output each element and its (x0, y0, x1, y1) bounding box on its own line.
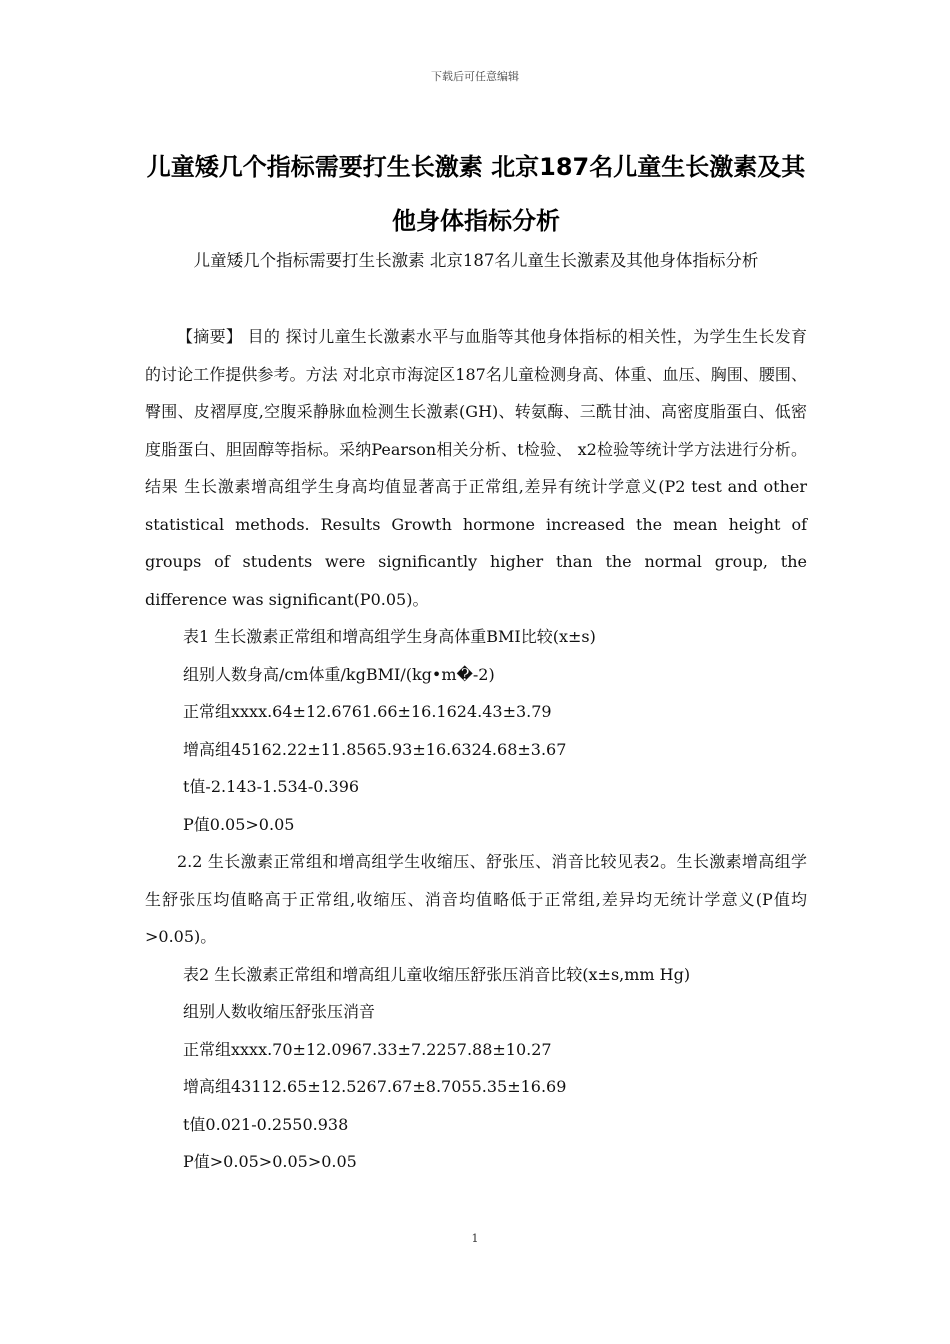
table2-header: 组别人数收缩压舒张压消音 (183, 1002, 376, 1021)
table2-t-value: t值0.021-0.2550.938 (183, 1114, 349, 1134)
header-note: 下载后可任意编辑 (431, 70, 519, 83)
section-2-2-paragraph: 2.2 生长激素正常组和增高组学生收缩压、舒张压、消音比较见表2。生长激素增高组学生舒张压均值略高于正常组,收缩压、消音均值略低于正常组,差异均无统计学意义(P值均>0.05)。 (145, 852, 807, 946)
table1-row-high: 增高组45162.22±11.8565.93±16.6324.68±3.67 (183, 739, 567, 759)
document-body (145, 318, 807, 1181)
table2-row-normal: 正常组xxxx.70±12.0967.33±7.2257.88±10.27 (183, 1039, 552, 1059)
table2-row-high: 增高组43112.65±12.5267.67±8.7055.35±16.69 (183, 1077, 567, 1096)
document-subtitle: 儿童矮几个指标需要打生长激素 北京187名儿童生长激素及其他身体指标分析 (193, 251, 759, 270)
table2-p-value: P值>0.05>0.05>0.05 (183, 1152, 357, 1171)
table2-caption: 表2 生长激素正常组和增高组儿童收缩压舒张压消音比较(x±s,mm Hg) (183, 964, 691, 984)
page-number: 1 (471, 1232, 479, 1245)
document-title: 儿童矮几个指标需要打生长激素 北京187名儿童生长激素及其他身体指标分析 (146, 153, 806, 235)
abstract-paragraph: 【摘要】 目的 探讨儿童生长激素水平与血脂等其他身体指标的相关性，为学生生长发育的讨论工作提供参考。方法 对北京市海淀区187名儿童检测身高、体重、血压、胸围、腰围、臀围、皮褶厚度,空腹采静脉血检测生长激素(GH)、转氨酶、三酰甘油、高密度脂蛋白、低密度脂蛋白、胆固醇等指标。采纳Pearson相关分析、t检验、 x2检验等统计学方法进行分析。结果 生长激素增高组学生身高均值显著高于正常组,差异有统计学意义(P2 test and other statistical methods. Results Growth hormone increased the mean height of groups of students were significantly higher than the normal group, the difference was significant(P0.05)。 (145, 327, 807, 609)
table1-t-value: t值-2.143-1.534-0.396 (183, 777, 360, 796)
table1-p-value: P值0.05>0.05 (183, 814, 295, 834)
table1-header: 组别人数身高/cm体重/kgBMI/(kg•m�-2) (183, 664, 495, 684)
table1-row-normal: 正常组xxxx.64±12.6761.66±16.1624.43±3.79 (183, 702, 552, 721)
table1-caption: 表1 生长激素正常组和增高组学生身高体重BMI比较(x±s) (183, 627, 596, 646)
